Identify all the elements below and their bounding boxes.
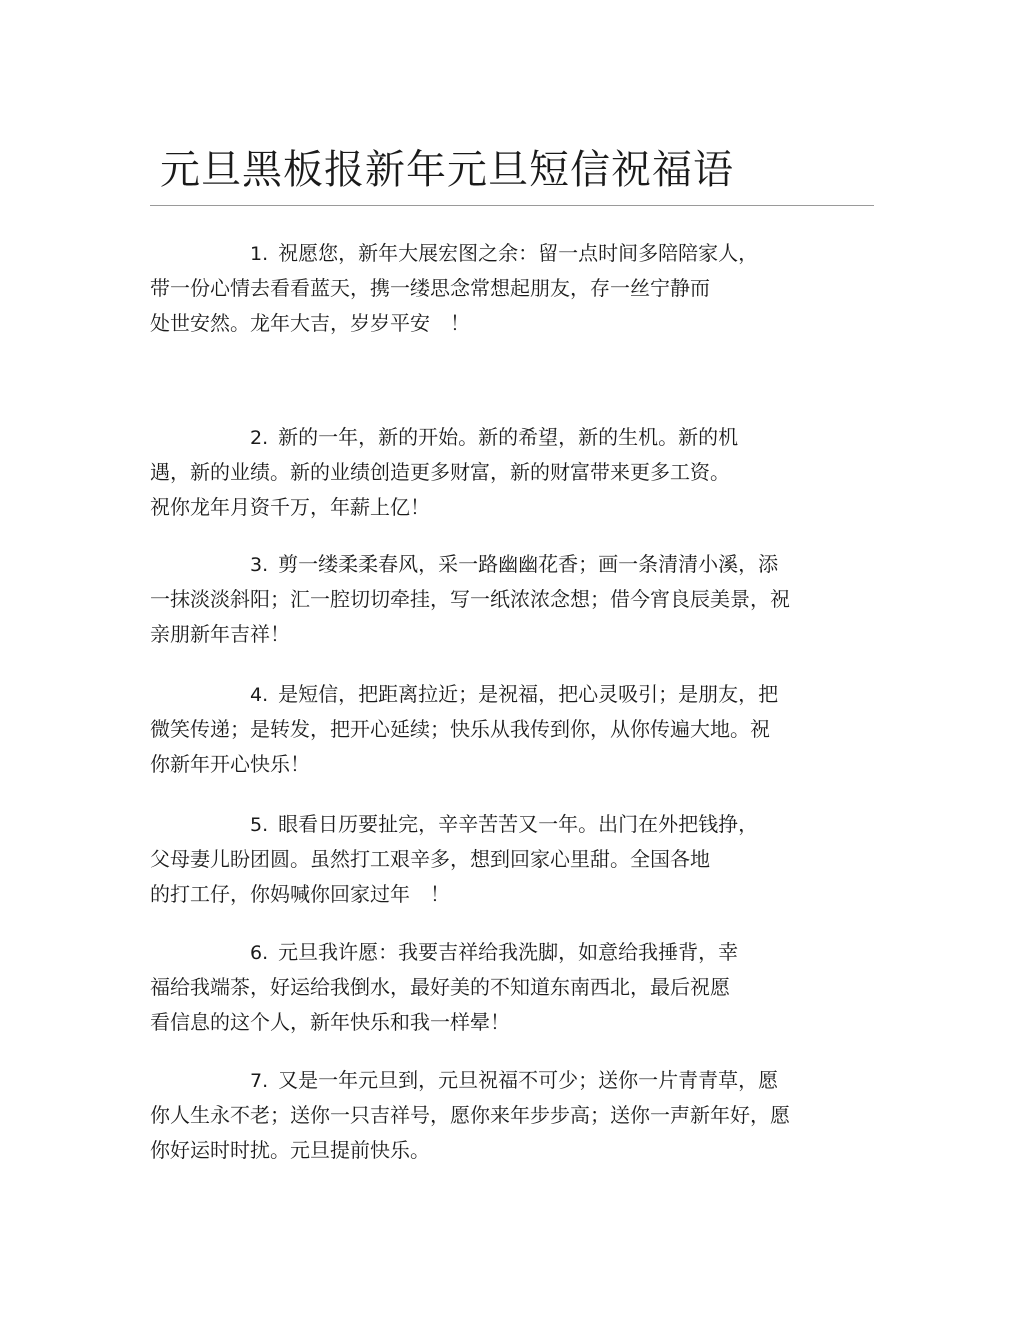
paragraph-line: 父母妻儿盼团圆。虽然打工艰辛多，想到回家心里甜。全国各地 bbox=[150, 847, 710, 871]
paragraph-text: 是短信，把距离拉近；是祝福，把心灵吸引；是朋友，把 bbox=[278, 682, 779, 706]
paragraph-text: 剪一缕柔柔春风，采一路幽幽花香；画一条清清小溪，添 bbox=[278, 552, 779, 576]
paragraph-line bbox=[150, 807, 874, 842]
paragraph-number: 3. bbox=[250, 554, 269, 576]
paragraph-text: 又是一年元旦到，元旦祝福不可少；送你一片青青草，愿 bbox=[278, 1068, 779, 1092]
paragraph-line bbox=[150, 420, 874, 455]
paragraph-number: 6. bbox=[250, 942, 269, 964]
paragraph-number: 4. bbox=[250, 684, 269, 706]
paragraph-line bbox=[150, 1063, 874, 1098]
paragraph-line: 遇，新的业绩。新的业绩创造更多财富，新的财富带来更多工资。 bbox=[150, 460, 730, 484]
paragraph-line: 你人生永不老；送你一只吉祥号，愿你来年步步高；送你一声新年好，愿 bbox=[150, 1103, 790, 1127]
paragraph-line: 你好运时时扰。元旦提前快乐。 bbox=[150, 1138, 430, 1162]
paragraph-line: 看信息的这个人，新年快乐和我一样晕！ bbox=[150, 1010, 510, 1034]
page-title: 元旦黑板报新年元旦短信祝福语 bbox=[160, 147, 734, 193]
paragraph-text: 眼看日历要扯完，辛辛苦苦又一年。出门在外把钱挣， bbox=[278, 812, 759, 836]
paragraph-1 bbox=[150, 236, 874, 341]
paragraph-line: 亲朋新年吉祥！ bbox=[150, 622, 290, 646]
paragraph-5 bbox=[150, 807, 874, 912]
paragraph-line: 福给我端茶，好运给我倒水，最好美的不知道东南西北，最后祝愿 bbox=[150, 975, 730, 999]
paragraph-line: 微笑传递；是转发，把开心延续；快乐从我传到你，从你传遍大地。祝 bbox=[150, 717, 770, 741]
paragraph-line: 的打工仔，你妈喊你回家过年 ！ bbox=[150, 882, 450, 906]
paragraph-line bbox=[150, 236, 874, 271]
title-divider bbox=[150, 205, 874, 206]
paragraph-number: 1. bbox=[250, 243, 269, 265]
paragraph-line: 一抹淡淡斜阳；汇一腔切切牵挂，写一纸浓浓念想；借今宵良辰美景，祝 bbox=[150, 587, 790, 611]
paragraph-text: 新的一年，新的开始。新的希望，新的生机。新的机 bbox=[278, 425, 739, 449]
paragraph-number: 2. bbox=[250, 427, 269, 449]
paragraph-number: 7. bbox=[250, 1070, 269, 1092]
paragraph-line: 祝你龙年月资千万，年薪上亿！ bbox=[150, 495, 430, 519]
paragraph-text: 祝愿您，新年大展宏图之余：留一点时间多陪陪家人， bbox=[278, 241, 759, 265]
paragraph-4 bbox=[150, 677, 874, 782]
paragraph-line: 你新年开心快乐！ bbox=[150, 752, 310, 776]
paragraph-6 bbox=[150, 935, 874, 1040]
paragraph-7 bbox=[150, 1063, 874, 1168]
paragraph-line bbox=[150, 677, 874, 712]
paragraph-line: 带一份心情去看看蓝天，携一缕思念常想起朋友，存一丝宁静而 bbox=[150, 276, 710, 300]
paragraph-number: 5. bbox=[250, 814, 269, 836]
paragraph-2 bbox=[150, 420, 874, 525]
paragraph-text: 元旦我许愿：我要吉祥给我洗脚，如意给我捶背，幸 bbox=[278, 940, 739, 964]
paragraph-line bbox=[150, 935, 874, 970]
paragraph-3 bbox=[150, 547, 874, 652]
paragraph-line bbox=[150, 547, 874, 582]
paragraph-line: 处世安然。龙年大吉，岁岁平安 ！ bbox=[150, 311, 470, 335]
